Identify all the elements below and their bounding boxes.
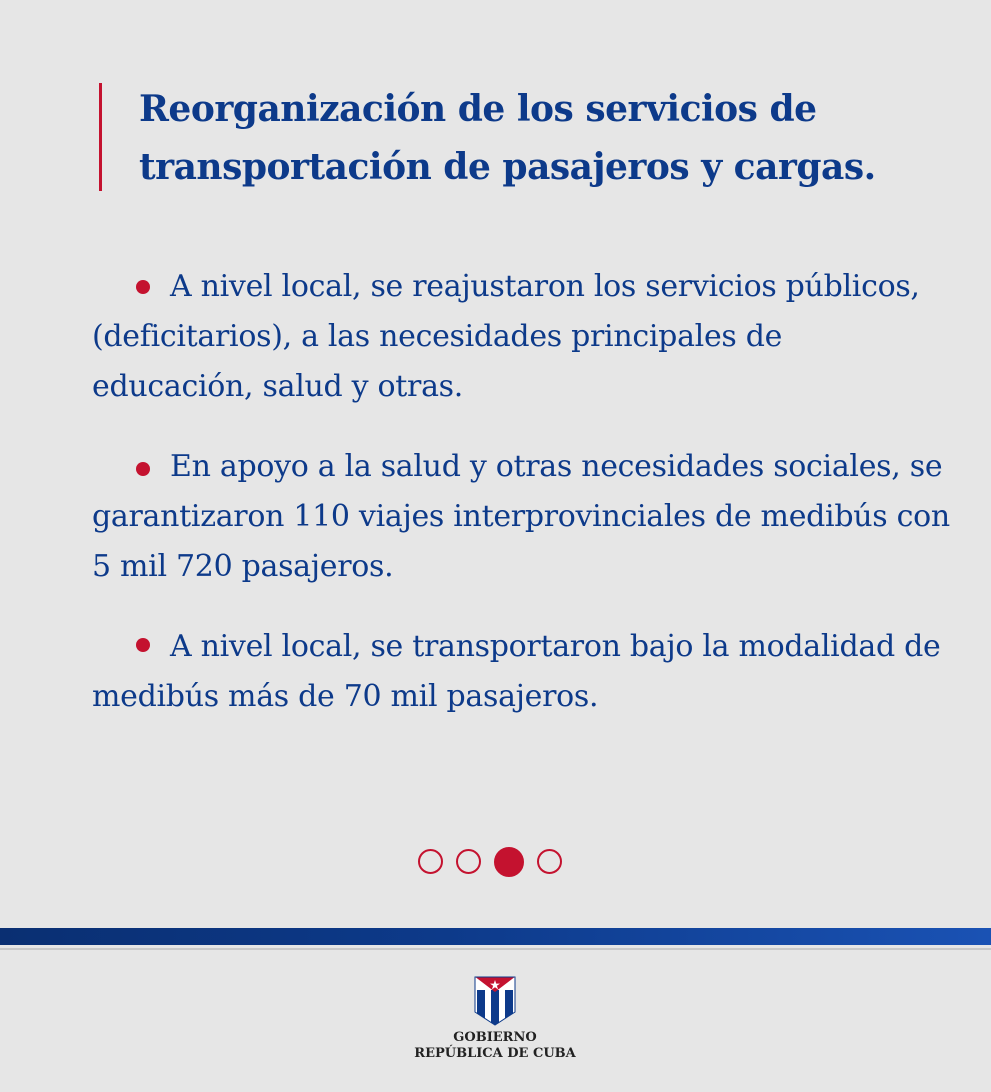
- page-dot-4[interactable]: [537, 849, 562, 874]
- page-title: Reorganización de los servicios de transportación de pasajeros y cargas.: [139, 88, 876, 188]
- bullet-list: [92, 262, 952, 722]
- footer-line-1: GOBIERNO: [453, 1030, 537, 1045]
- list-item: [92, 622, 952, 722]
- list-item-text: A nivel local, se reajustaron los servicios públicos, (deficitarios), a las necesidades principales de educación, salud y otras.: [92, 269, 920, 404]
- page-dot-3-active[interactable]: [494, 847, 524, 877]
- footer-blue-band: [0, 928, 991, 945]
- bullet-dot-icon: [136, 462, 150, 476]
- footer-brand: [395, 1030, 595, 1062]
- title-accent-bar: [99, 83, 102, 191]
- list-item-text: A nivel local, se transportaron bajo la modalidad de medibús más de 70 mil pasajeros.: [92, 629, 941, 714]
- footer-divider: [0, 948, 991, 950]
- bullet-dot-icon: [136, 638, 150, 652]
- footer-line-2: REPÚBLICA DE CUBA: [414, 1046, 576, 1061]
- page-dot-1[interactable]: [418, 849, 443, 874]
- page-dot-2[interactable]: [456, 849, 481, 874]
- list-item: [92, 262, 952, 412]
- pagination-dots: [418, 849, 562, 877]
- list-item-text: En apoyo a la salud y otras necesidades sociales, se garantizaron 110 viajes interprovinciales de medibús con 5 mil 720 pasajeros.: [92, 449, 950, 584]
- list-item: [92, 442, 952, 592]
- bullet-dot-icon: [136, 280, 150, 294]
- cuba-flag-shield-icon: [474, 976, 516, 1026]
